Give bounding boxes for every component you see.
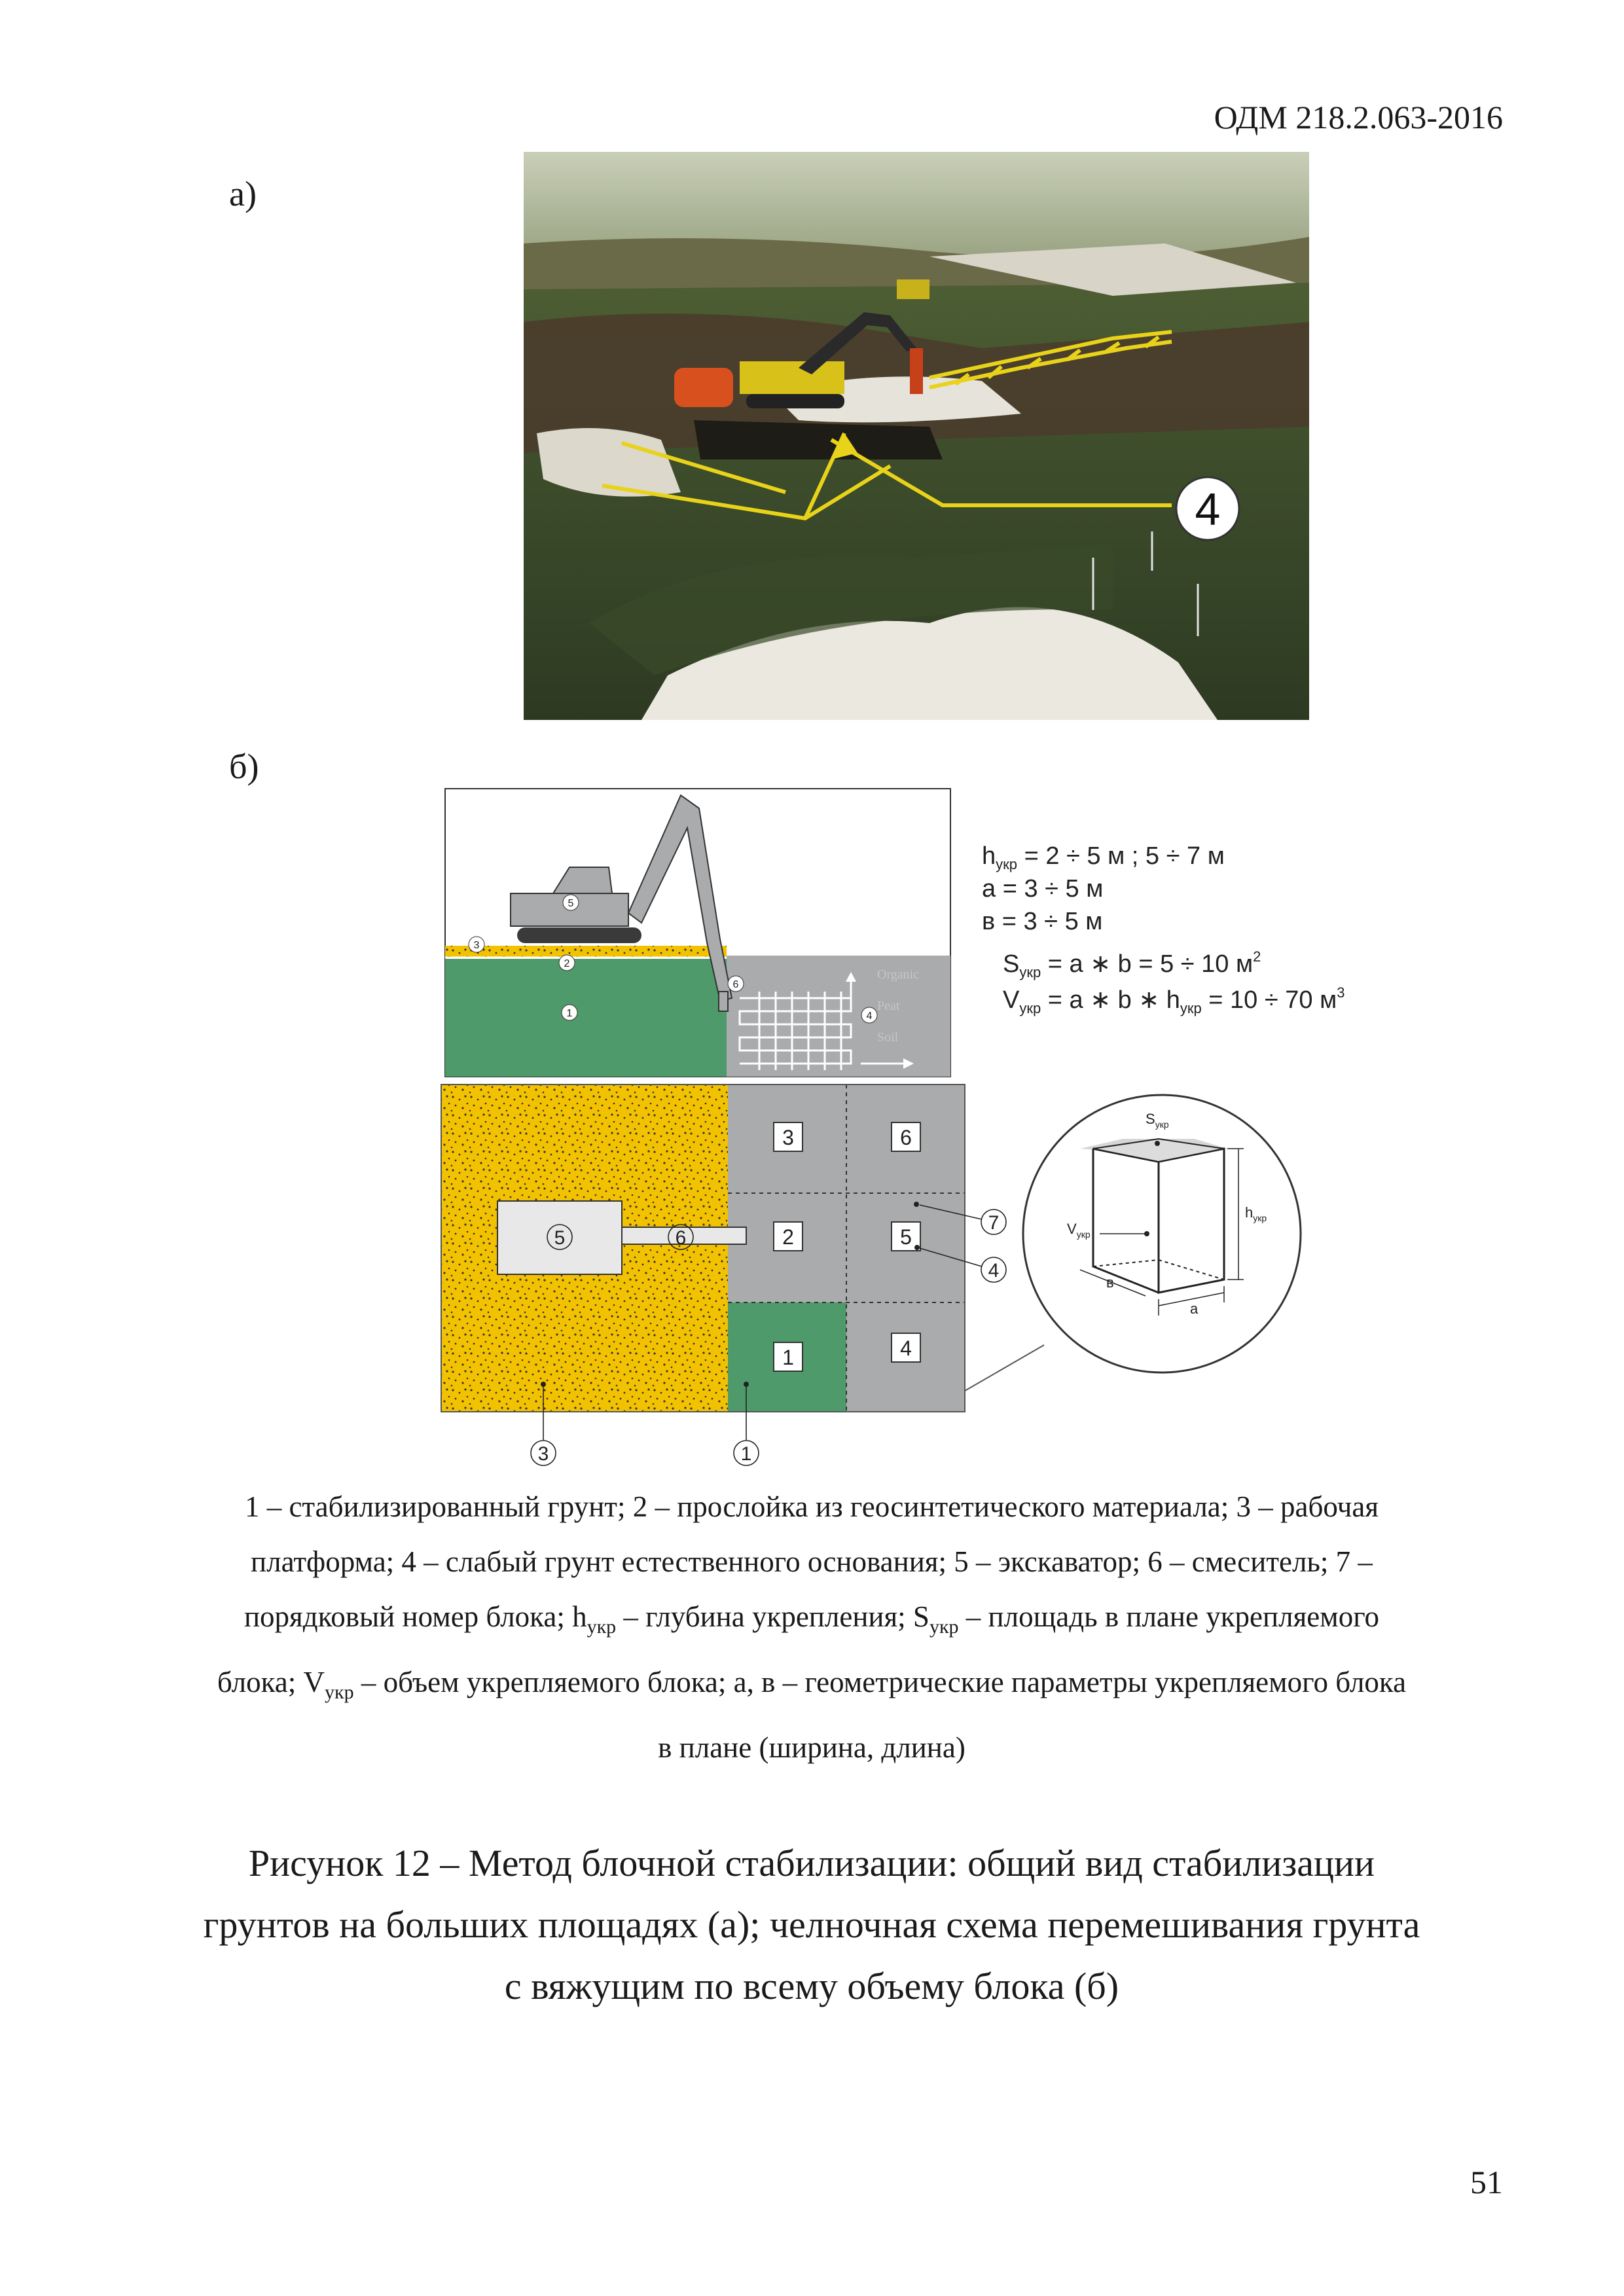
svg-text:1: 1	[566, 1008, 573, 1019]
page-number: 51	[1470, 2164, 1503, 2200]
svg-text:hукр: $h_{укр}$	[1245, 1204, 1267, 1223]
photo-callout	[1176, 477, 1239, 540]
svg-text:4: 4	[866, 1011, 873, 1022]
soil-label-2: Peat	[877, 999, 900, 1013]
formulas	[982, 842, 1344, 1016]
svg-text:hукр = 2 ÷ 5 м ; 5 ÷ 7 м: $h_{укр} = 2 \div 5$ м ; 5 ÷ 7 м	[982, 842, 1225, 872]
svg-text:5: 5	[568, 898, 574, 909]
svg-text:Vукр: $V_{укр}$	[1067, 1221, 1091, 1240]
figure-caption: Рисунок 12 – Метод блочной стабилизации: общий вид стабилизации грунтов на больших площадях (а); челночная схема перемешивания грунта с вяжущим по всему объему блока (б)	[203, 1842, 1420, 2007]
block-detail	[965, 1095, 1301, 1391]
plan-block-3	[774, 1122, 803, 1151]
svg-text:4: 4	[900, 1336, 912, 1360]
svg-text:3: 3	[537, 1443, 549, 1465]
svg-text:Sукр: $S_{укр}$	[1146, 1111, 1169, 1130]
svg-text:4: 4	[988, 1260, 1000, 1282]
svg-text:2: 2	[564, 958, 570, 969]
svg-text:6: 6	[732, 979, 739, 990]
plan-block-1	[774, 1342, 803, 1371]
svg-text:Vукр = а ∗ b ∗ hукр = 10 ÷ 70: $V_{укр} = а$ ∗ b ∗ $h_{укр} = 10 \div 70$ $м^3$	[1003, 984, 1345, 1016]
svg-text:в = 3 ÷ 5 м: в = 3 ÷ 5 м	[982, 908, 1103, 935]
document-code: ОДМ 218.2.063-2016	[1214, 99, 1503, 135]
panel-label-a: а)	[229, 174, 257, 213]
svg-text:5: 5	[554, 1227, 566, 1249]
svg-text:2: 2	[782, 1225, 794, 1249]
svg-text:6: 6	[675, 1227, 687, 1249]
svg-text:5: 5	[900, 1225, 912, 1249]
soil-label-3: Soil	[877, 1030, 899, 1045]
svg-text:6: 6	[900, 1126, 912, 1149]
plan-view	[441, 1085, 1006, 1465]
svg-text:1: 1	[782, 1346, 794, 1369]
plan-block-4	[892, 1333, 920, 1362]
block-stabilization-diagram	[432, 782, 1401, 1476]
svg-text:7: 7	[988, 1212, 1000, 1234]
site-photo	[524, 152, 1309, 720]
cross-section	[445, 789, 950, 1077]
soil-label-1: Organic	[877, 967, 920, 982]
figure-legend: 1 – стабилизированный грунт; 2 – прослойка из геосинтетического материала; 3 – рабочая платформа; 4 – слабый грунт естественного основания; 5 – экскаватор; 6 – смеситель; 7 – порядковый номер блока; $h_{укр}$ – глубина укрепления; $S_{укр}$ – площадь в плане укрепляемого блока; $V_{укр}$ – объем укрепляемого блока; а, в – геометрические параметры укрепляемого блока в плане (ширина, длина)	[217, 1490, 1407, 1764]
plan-block-6	[892, 1122, 920, 1151]
svg-text:3: 3	[782, 1126, 794, 1149]
svg-text:а: а	[1190, 1300, 1199, 1317]
svg-text:1: 1	[740, 1443, 752, 1465]
svg-text:Sукр = а ∗ b = 5 ÷ 10 м2: $S_{укр} = а$ ∗ b = 5 ÷ 10 $м^2$	[1003, 948, 1261, 980]
plan-block-2	[774, 1222, 803, 1251]
panel-label-b: б)	[229, 747, 259, 786]
svg-text:в: в	[1106, 1274, 1114, 1291]
svg-text:а = 3 ÷ 5 м: а = 3 ÷ 5 м	[982, 875, 1104, 903]
svg-text:3: 3	[473, 940, 480, 951]
svg-text:4: 4	[1195, 484, 1221, 535]
